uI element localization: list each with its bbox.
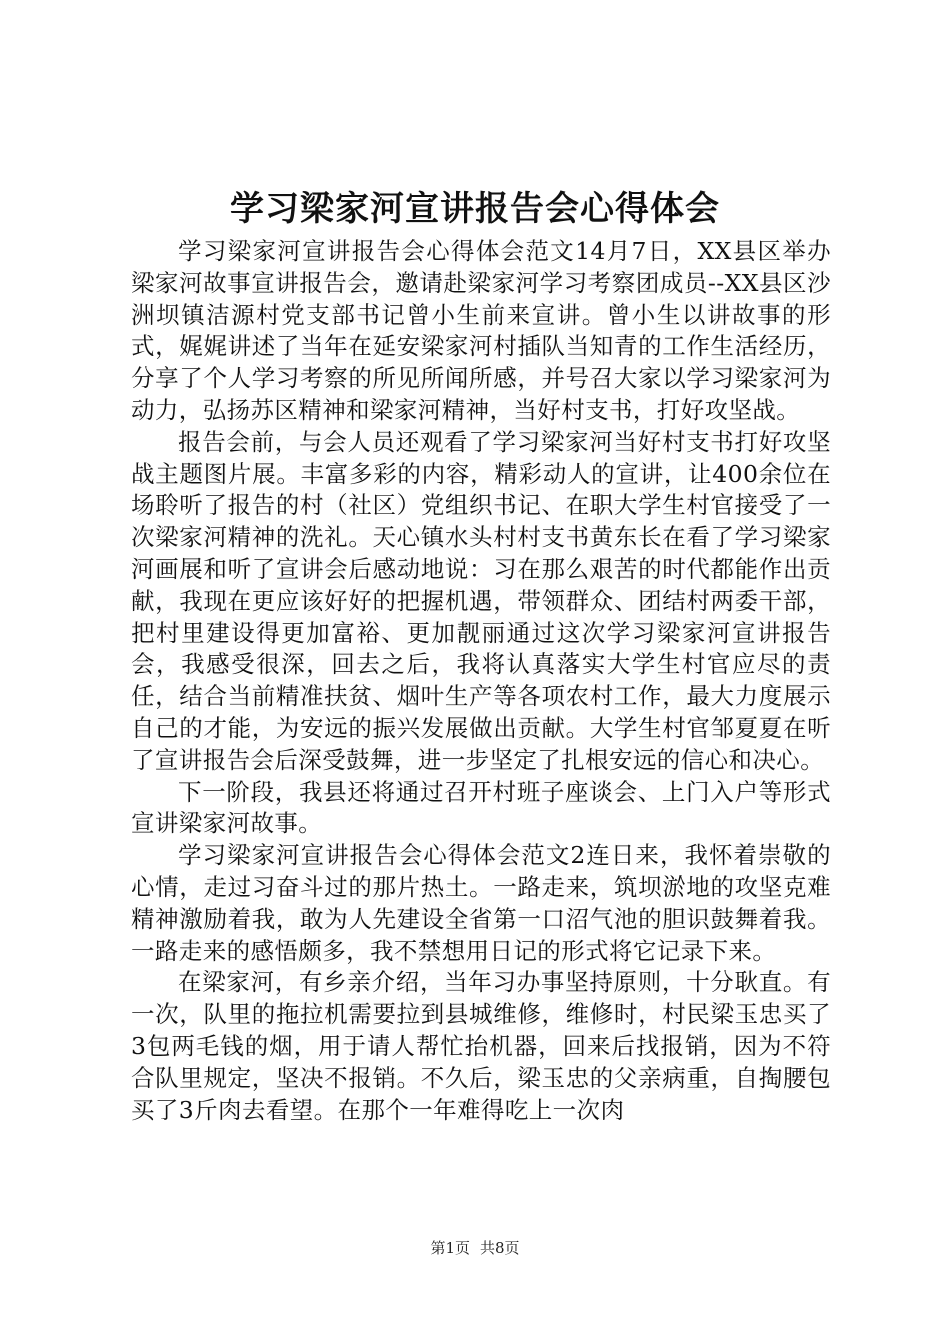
page-footer bbox=[0, 1238, 950, 1258]
page-total: 共8页 bbox=[480, 1239, 520, 1257]
paragraph: 报告会前，与会人员还观看了学习梁家河当好村支书打好攻坚战主题图片展。丰富多彩的内容，精彩动人的宣讲，让400余位在场聆听了报告的村（社区）党组织书记、在职大学生村官接受了一次梁家河精神的洗礼。天心镇水头村村支书黄东长在看了学习梁家河画展和听了宣讲会后感动地说：习在那么艰苦的时代都能作出贡献，我现在更应该好好的把握机遇，带领群众、团结村两委干部，把村里建设得更加富裕、更加靓丽通过这次学习梁家河宣讲报告会，我感受很深，回去之后，我将认真落实大学生村官应尽的责任，结合当前精准扶贫、烟叶生产等各项农村工作，最大力度展示自己的才能，为安远的振兴发展做出贡献。大学生村官邹夏夏在听了宣讲报告会后深受鼓舞，进一步坚定了扎根安远的信心和决心。 bbox=[131, 427, 831, 774]
document-body bbox=[131, 236, 831, 1126]
paragraph: 在梁家河，有乡亲介绍，当年习办事坚持原则，十分耿直。有一次，队里的拖拉机需要拉到县城维修，维修时，村民梁玉忠买了3包两毛钱的烟，用于请人帮忙抬机器，回来后找报销，因为不符合队里规定，坚决不报销。不久后，梁玉忠的父亲病重，自掏腰包买了3斤肉去看望。在那个一年难得吃上一次肉 bbox=[131, 968, 831, 1124]
paragraph: 学习梁家河宣讲报告会心得体会范文2连日来，我怀着崇敬的心情，走过习奋斗过的那片热土。一路走来，筑坝淤地的攻坚克难精神激励着我，敢为人先建设全省第一口沼气池的胆识鼓舞着我。一路走来的感悟颇多，我不禁想用日记的形式将它记录下来。 bbox=[131, 841, 831, 965]
page-number: 第1页 bbox=[430, 1239, 470, 1257]
document-title: 学习梁家河宣讲报告会心得体会 bbox=[230, 189, 720, 229]
paragraph: 学习梁家河宣讲报告会心得体会范文14月7日，XX县区举办梁家河故事宣讲报告会，邀请赴梁家河学习考察团成员--XX县区沙洲坝镇洁源村党支部书记曾小生前来宣讲。曾小生以讲故事的形式，娓娓讲述了当年在延安梁家河村插队当知青的工作生活经历，分享了个人学习考察的所见所闻所感，并号召大家以学习梁家河为动力，弘扬苏区精神和梁家河精神，当好村支书，打好攻坚战。 bbox=[131, 237, 831, 424]
paragraph: 下一阶段，我县还将通过召开村班子座谈会、上门入户等形式宣讲梁家河故事。 bbox=[131, 777, 831, 838]
